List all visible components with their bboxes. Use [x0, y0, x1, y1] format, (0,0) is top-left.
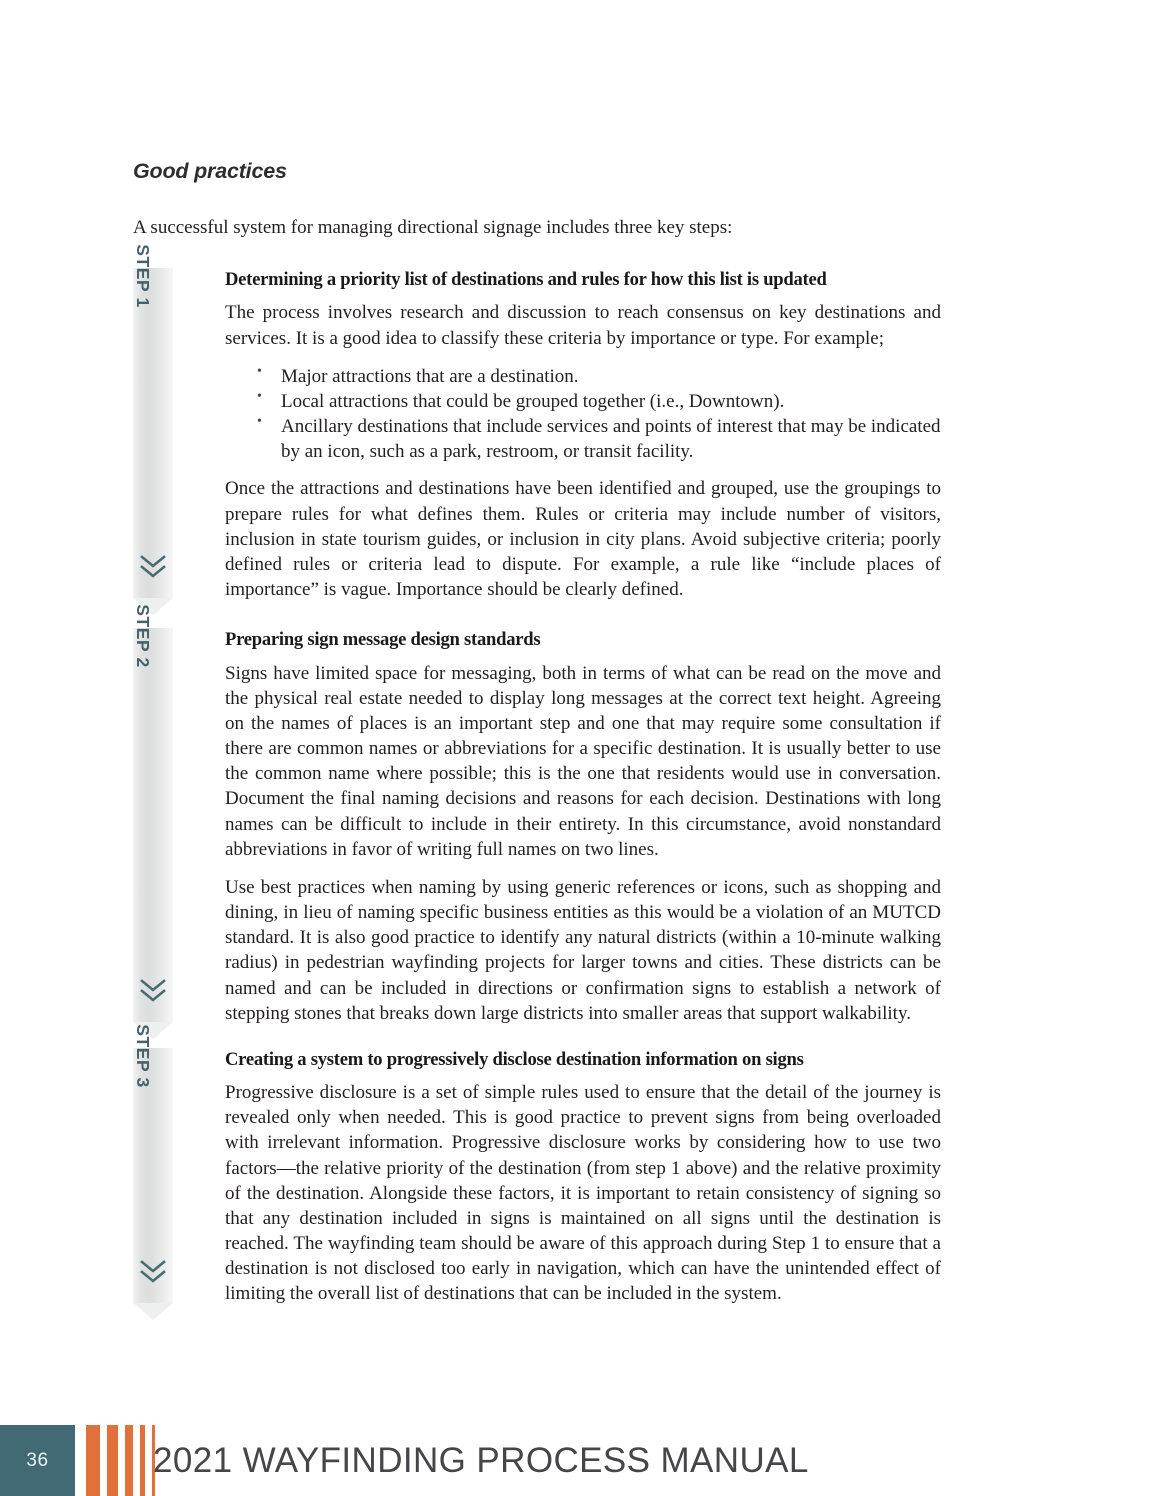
step-1-label: STEP 1 [133, 244, 153, 309]
page-number: 36 [26, 1449, 49, 1471]
step-2-body [225, 628, 941, 1026]
step-3-ribbon [133, 1024, 173, 1303]
step-1-ribbon [133, 244, 173, 598]
accent-bar-3 [125, 1425, 133, 1496]
step-3-label: STEP 3 [133, 1024, 153, 1088]
step-2-title: Preparing sign message design standards [225, 629, 541, 651]
intro-paragraph: A successful system for managing directional signage includes three key steps: [133, 216, 733, 238]
page-title: Good practices [133, 159, 287, 183]
chevron-double-down-icon [139, 1259, 167, 1285]
steps-list [133, 244, 941, 1306]
step-2 [133, 604, 941, 1026]
accent-bar-1 [86, 1425, 100, 1496]
accent-bar-4 [140, 1425, 145, 1496]
footer-title: 2021 WAYFINDING PROCESS MANUAL [153, 1440, 809, 1480]
step-3 [133, 1024, 941, 1307]
chevron-double-down-icon [139, 978, 167, 1004]
step-3-ribbon-tip [133, 1303, 173, 1320]
list-item: • Major attractions that are a destination. [253, 364, 941, 389]
chevron-double-down-icon [139, 554, 167, 580]
step-1-paragraph-1: The process involves research and discussion to reach consensus on key destinations and services. It is a good idea to classify these criteria by importance or type. For example; [225, 302, 941, 349]
step-1-body [225, 268, 941, 602]
page-number-block [0, 1425, 75, 1496]
list-item: • Local attractions that could be grouped together (i.e., Downtown). [253, 389, 941, 414]
page-content [133, 160, 941, 1307]
step-1-bullet-list [225, 364, 941, 465]
step-2-label: STEP 2 [133, 604, 153, 669]
accent-bar-2 [107, 1425, 118, 1496]
step-2-paragraph-2: Use best practices when naming by using generic references or icons, such as shopping and dining, in lieu of naming specific business entities as this would be a violation of an MUTCD standard. It is also good practice to identify any natural districts (within a 10-minute walking radius) in pedestrian wayfinding projects for larger towns and cities. These districts can be named and can be included in directions or confirmation signs to establish a network of stepping stones that breaks down large districts into smaller areas that support walkability. [225, 876, 941, 1024]
list-item: • Ancillary destinations that include services and points of interest that may be indicated by an icon, such as a park, restroom, or transit facility. [253, 414, 941, 464]
step-1-paragraph-2: Once the attractions and destinations have been identified and grouped, use the groupings to prepare rules for what defines them. Rules or criteria may include number of visitors, inclusion in state tourism guides, or inclusion in city plans. Avoid subjective criteria; poorly defined rules or criteria lead to dispute. For example, a rule like “include places of importance” is vague. Importance should be clearly defined. [225, 478, 941, 601]
step-1-title: Determining a priority list of destinations and rules for how this list is updated [225, 269, 827, 291]
footer-accent-bars [86, 1425, 162, 1496]
step-2-paragraph-1: Signs have limited space for messaging, both in terms of what can be read on the move and the physical real estate needed to display long messages at the correct text height. Agreeing on the names of places is an important step and one that may require some consultation if there are common names or abbreviations for a specific destination. It is usually better to use the common name where possible; this is the one that residents would use in conversation. Document the final naming decisions and reasons for each decision. Destinations with long names can be difficult to include in their entirety. In this circumstance, avoid nonstandard abbreviations in favor of writing full names on two lines. [225, 662, 941, 860]
step-3-body [225, 1048, 941, 1307]
step-1 [133, 244, 941, 602]
step-2-ribbon [133, 604, 173, 1022]
page-footer [0, 1425, 1156, 1496]
step-3-paragraph-1: Progressive disclosure is a set of simple rules used to ensure that the detail of the journey is revealed only when needed. This is good practice to prevent signs from being overloaded with irrelevant information. Progressive disclosure works by considering how to use two factors—the relative priority of the destination (from step 1 above) and the relative proximity of the destination. Alongside these factors, it is important to retain consistency of signing so that any destination included in signs is maintained on all signs until the destination is reached. The wayfinding team should be aware of this approach during Step 1 to ensure that a destination is not disclosed too early in navigation, which can have the unintended effect of limiting the overall list of destinations that can be included in the system. [225, 1082, 941, 1305]
step-3-title: Creating a system to progressively disclose destination information on signs [225, 1048, 804, 1070]
